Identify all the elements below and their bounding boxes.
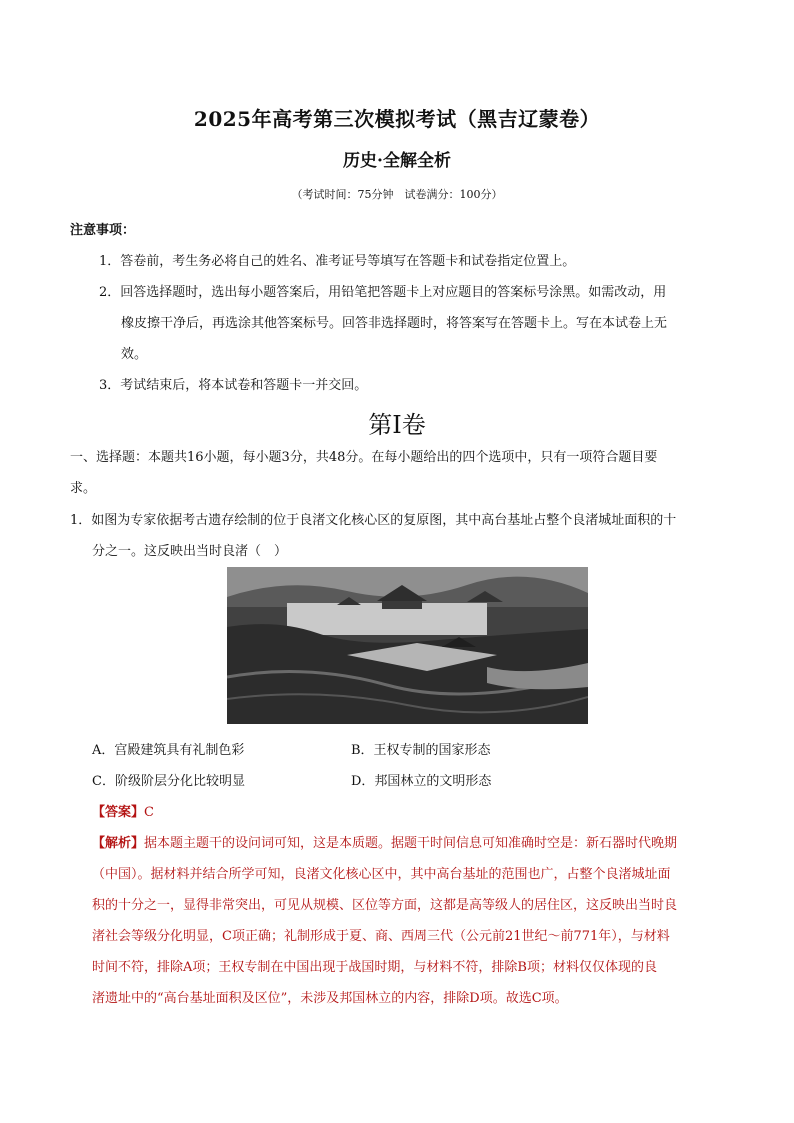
option-a: A．宫殿建筑具有礼制色彩 <box>92 743 245 758</box>
notice-item-2-line-1: 2．回答选择题时，选出每小题答案后，用铅笔把答题卡上对应题目的答案标号涂黑。如需改动，用 <box>99 285 667 300</box>
notice-item-1: 1．答卷前，考生务必将自己的姓名、准考证号等填写在答题卡和试卷指定位置上。 <box>99 254 576 269</box>
option-c: C．阶级阶层分化比较明显 <box>92 774 245 789</box>
analysis-line-5: 时间不符，排除A项；王权专制在中国出现于战国时期，与材料不符，排除B项；材料仅仅体现的良 <box>92 960 657 975</box>
answer-value: C <box>144 805 154 820</box>
analysis-line-3: 积的十分之一，显得非常突出，可见从规模、区位等方面，这都是高等级人的居住区，这反映出当时良 <box>92 898 678 913</box>
analysis-line-1 <box>92 832 677 851</box>
notice-item-2-line-2: 橡皮擦干净后，再选涂其他答案标号。回答非选择题时，将答案写在答题卡上。写在本试卷上无 <box>121 316 668 331</box>
analysis-text-1: 据本题主题干的设问词可知，这是本质题。据题干时间信息可知准确时空是：新石器时代晚期 <box>144 836 678 851</box>
answer-label: 【答案】 <box>92 805 145 820</box>
option-b: B．王权专制的国家形态 <box>351 743 491 758</box>
section-intro-line-1: 一、选择题：本题共16小题，每小题3分，共48分。在每小题给出的四个选项中，只有一项符合题目要 <box>70 450 658 465</box>
notice-item-2-line-3: 效。 <box>121 347 148 362</box>
question-1-stem-line-2: 分之一。这反映出当时良渚（ ） <box>92 544 288 559</box>
question-1-stem-line-1: 1．如图为专家依据考古遗存绘制的位于良渚文化核心区的复原图，其中高台基址占整个良渚城址面积的十 <box>70 513 677 528</box>
exam-subtitle: 历史·全解全析 <box>343 151 451 171</box>
liangzhu-restoration-image <box>227 567 588 724</box>
exam-info: （考试时间：75分钟 试卷满分：100分） <box>291 188 503 201</box>
section-intro-line-2: 求。 <box>70 481 97 496</box>
analysis-line-4: 渚社会等级分化明显，C项正确；礼制形成于夏、商、西周三代（公元前21世纪～前771年），与材料 <box>92 929 670 944</box>
analysis-line-2: （中国）。据材料并结合所学可知，良渚文化核心区中，其中高台基址的范围也广，占整个良渚城址面 <box>92 867 671 882</box>
option-d: D．邦国林立的文明形态 <box>351 774 492 789</box>
notice-item-3: 3．考试结束后，将本试卷和答题卡一并交回。 <box>99 378 368 393</box>
notice-heading: 注意事项： <box>70 223 136 238</box>
analysis-label: 【解析】 <box>92 836 145 851</box>
answer-line <box>92 801 154 820</box>
section-heading: 第Ⅰ卷 <box>368 411 426 439</box>
analysis-line-6: 渚遗址中的“高台基址面积及区位”，未涉及邦国林立的内容，排除D项。故选C项。 <box>92 991 568 1006</box>
exam-title: 2025年高考第三次模拟考试（黑吉辽蒙卷） <box>193 107 601 131</box>
